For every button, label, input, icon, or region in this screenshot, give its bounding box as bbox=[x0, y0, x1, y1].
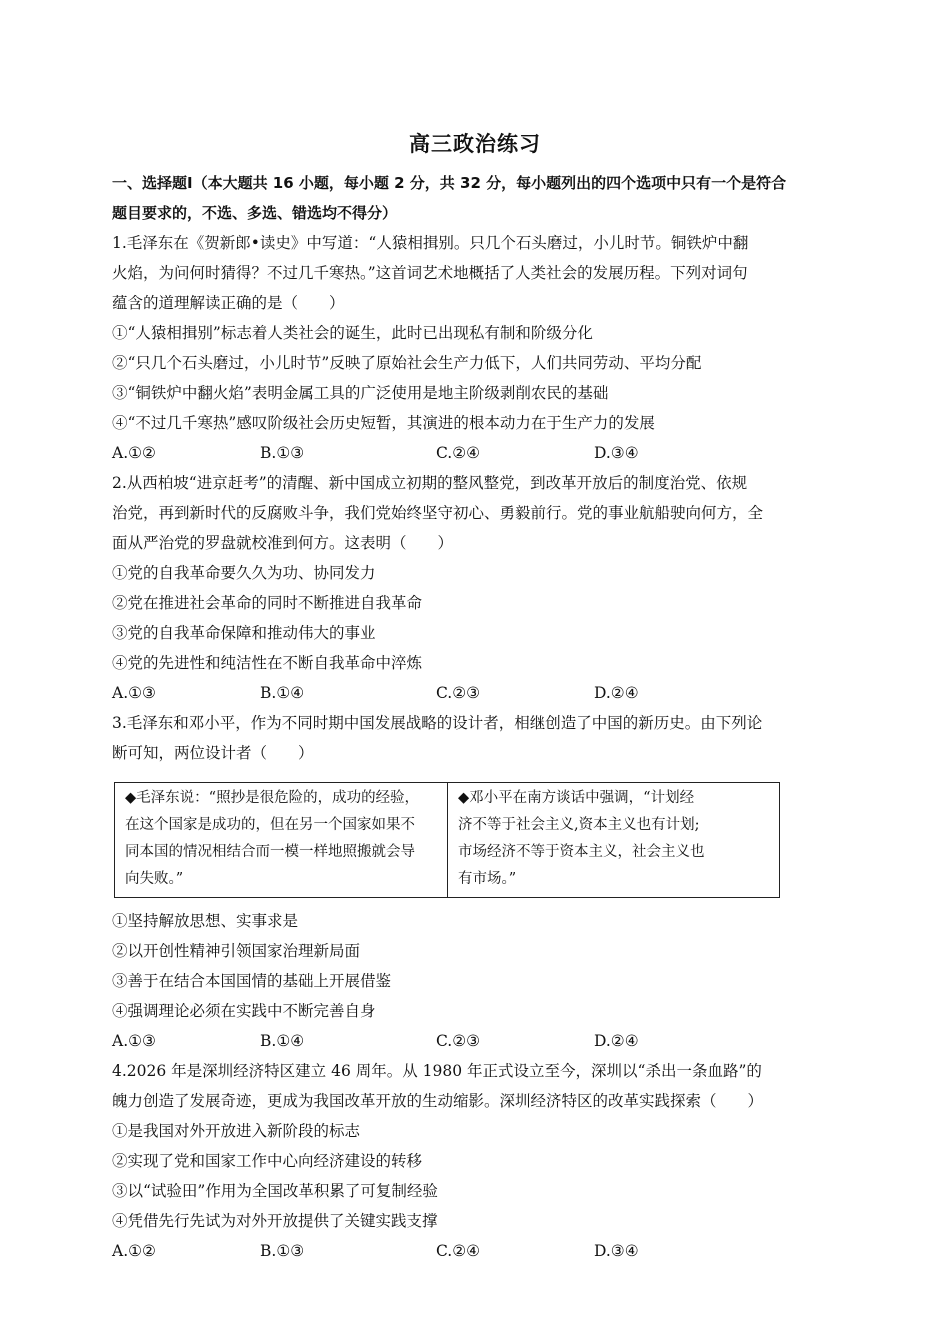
statement-item: ①坚持解放思想、实事求是 bbox=[112, 912, 299, 930]
option-b: B.①③ bbox=[260, 444, 305, 462]
quote-line: ◆邓小平在南方谈话中强调，“计划经 bbox=[458, 790, 695, 806]
option-a: A.①② bbox=[112, 444, 156, 462]
question-2 bbox=[112, 468, 812, 708]
statement-item: ②党在推进社会革命的同时不断推进自我革命 bbox=[112, 594, 423, 612]
statement-item: ④强调理论必须在实践中不断完善自身 bbox=[112, 1002, 376, 1020]
statement-item: ①“人猿相揖别”标志着人类社会的诞生，此时已出现私有制和阶级分化 bbox=[112, 324, 593, 342]
statement-item: ④凭借先行先试为对外开放提供了关键实践支撑 bbox=[112, 1212, 438, 1230]
statement-item: ③以“试验田”作用为全国改革积累了可复制经验 bbox=[112, 1182, 438, 1200]
statement-item: ④“不过几千寒热”感叹阶级社会历史短暂，其演进的根本动力在于生产力的发展 bbox=[112, 414, 655, 432]
option-a: A.①② bbox=[112, 1242, 156, 1260]
option-b: B.①③ bbox=[260, 1242, 305, 1260]
question-stem-line: 2.从西柏坡“进京赶考”的清醒、新中国成立初期的整风整党，到改革开放后的制度治党、依规 bbox=[112, 474, 748, 492]
section-header-line-2: 题目要求的，不选、多选、错选均不得分） bbox=[112, 204, 398, 222]
quote-line: 有市场。” bbox=[458, 871, 517, 887]
document-body bbox=[112, 168, 812, 1266]
option-c: C.②③ bbox=[436, 1032, 481, 1050]
option-c: C.②③ bbox=[436, 684, 481, 702]
page-title: 高三政治练习 bbox=[409, 132, 541, 156]
option-b: B.①④ bbox=[260, 684, 305, 702]
quote-line: ◆毛泽东说：“照抄是很危险的，成功的经验， bbox=[125, 790, 420, 806]
question-stem-line: 4.2026 年是深圳经济特区建立 46 周年。从 1980 年正式设立至今，深圳以“杀出一条血路”的 bbox=[112, 1062, 762, 1080]
statement-item: ②以开创性精神引领国家治理新局面 bbox=[112, 942, 361, 960]
option-d: D.②④ bbox=[594, 1032, 639, 1050]
statement-item: ③善于在结合本国国情的基础上开展借鉴 bbox=[112, 972, 392, 990]
question-3 bbox=[112, 708, 812, 1056]
quote-line: 济不等于社会主义,资本主义也有计划; bbox=[458, 817, 700, 833]
question-stem-line: 治党，再到新时代的反腐败斗争，我们党始终坚守初心、勇毅前行。党的事业航船驶向何方，全 bbox=[112, 504, 764, 522]
option-c: C.②④ bbox=[436, 1242, 481, 1260]
option-d: D.③④ bbox=[594, 1242, 639, 1260]
quote-line: 在这个国家是成功的，但在另一个国家如果不 bbox=[125, 817, 415, 833]
statement-item: ②“只几个石头磨过，小儿时节”反映了原始社会生产力低下，人们共同劳动、平均分配 bbox=[112, 354, 702, 372]
question-1 bbox=[112, 228, 812, 468]
answer-options bbox=[112, 438, 812, 468]
statement-item: ③党的自我革命保障和推动伟大的事业 bbox=[112, 624, 376, 642]
question-stem-line: 断可知，两位设计者（ ） bbox=[112, 744, 314, 762]
answer-options bbox=[112, 1026, 812, 1056]
statement-item: ④党的先进性和纯洁性在不断自我革命中淬炼 bbox=[112, 654, 423, 672]
question-stem-line: 魄力创造了发展奇迹，更成为我国改革开放的生动缩影。深圳经济特区的改革实践探索（ ） bbox=[112, 1092, 764, 1110]
statement-item: ①是我国对外开放进入新阶段的标志 bbox=[112, 1122, 361, 1140]
option-b: B.①④ bbox=[260, 1032, 305, 1050]
question-stem-line: 3.毛泽东和邓小平，作为不同时期中国发展战略的设计者，相继创造了中国的新历史。由下列论 bbox=[112, 714, 763, 732]
option-d: D.③④ bbox=[594, 444, 639, 462]
option-a: A.①③ bbox=[112, 1032, 156, 1050]
quote-line: 向失败。” bbox=[125, 871, 184, 887]
quote-line: 市场经济不等于资本主义，社会主义也 bbox=[458, 844, 705, 860]
quote-deng bbox=[447, 783, 779, 897]
statement-item: ③“铜铁炉中翻火焰”表明金属工具的广泛使用是地主阶级剥削农民的基础 bbox=[112, 384, 609, 402]
statement-item: ②实现了党和国家工作中心向经济建设的转移 bbox=[112, 1152, 423, 1170]
option-c: C.②④ bbox=[436, 444, 481, 462]
question-stem-line: 1.毛泽东在《贺新郎•读史》中写道：“人猿相揖别。只几个石头磨过，小儿时节。铜铁炉中翻 bbox=[112, 234, 749, 252]
statement-item: ①党的自我革命要久久为功、协同发力 bbox=[112, 564, 376, 582]
answer-options bbox=[112, 1236, 812, 1266]
option-d: D.②④ bbox=[594, 684, 639, 702]
answer-options bbox=[112, 678, 812, 708]
quote-line: 同本国的情况相结合而一模一样地照搬就会导 bbox=[125, 844, 415, 860]
option-a: A.①③ bbox=[112, 684, 156, 702]
question-stem-line: 面从严治党的罗盘就校准到何方。这表明（ ） bbox=[112, 534, 454, 552]
section-header-line-1: 一、选择题Ⅰ（本大题共 16 小题，每小题 2 分，共 32 分，每小题列出的四个选项中只有一个是符合 bbox=[112, 174, 787, 192]
question-stem-line: 火焰，为问何时猜得？不过几千寒热。”这首词艺术地概括了人类社会的发展历程。下列对词句 bbox=[112, 264, 748, 282]
question-4 bbox=[112, 1056, 812, 1266]
quote-table bbox=[114, 782, 780, 898]
quote-mao bbox=[115, 783, 447, 897]
question-stem-line: 蕴含的道理解读正确的是（ ） bbox=[112, 294, 345, 312]
